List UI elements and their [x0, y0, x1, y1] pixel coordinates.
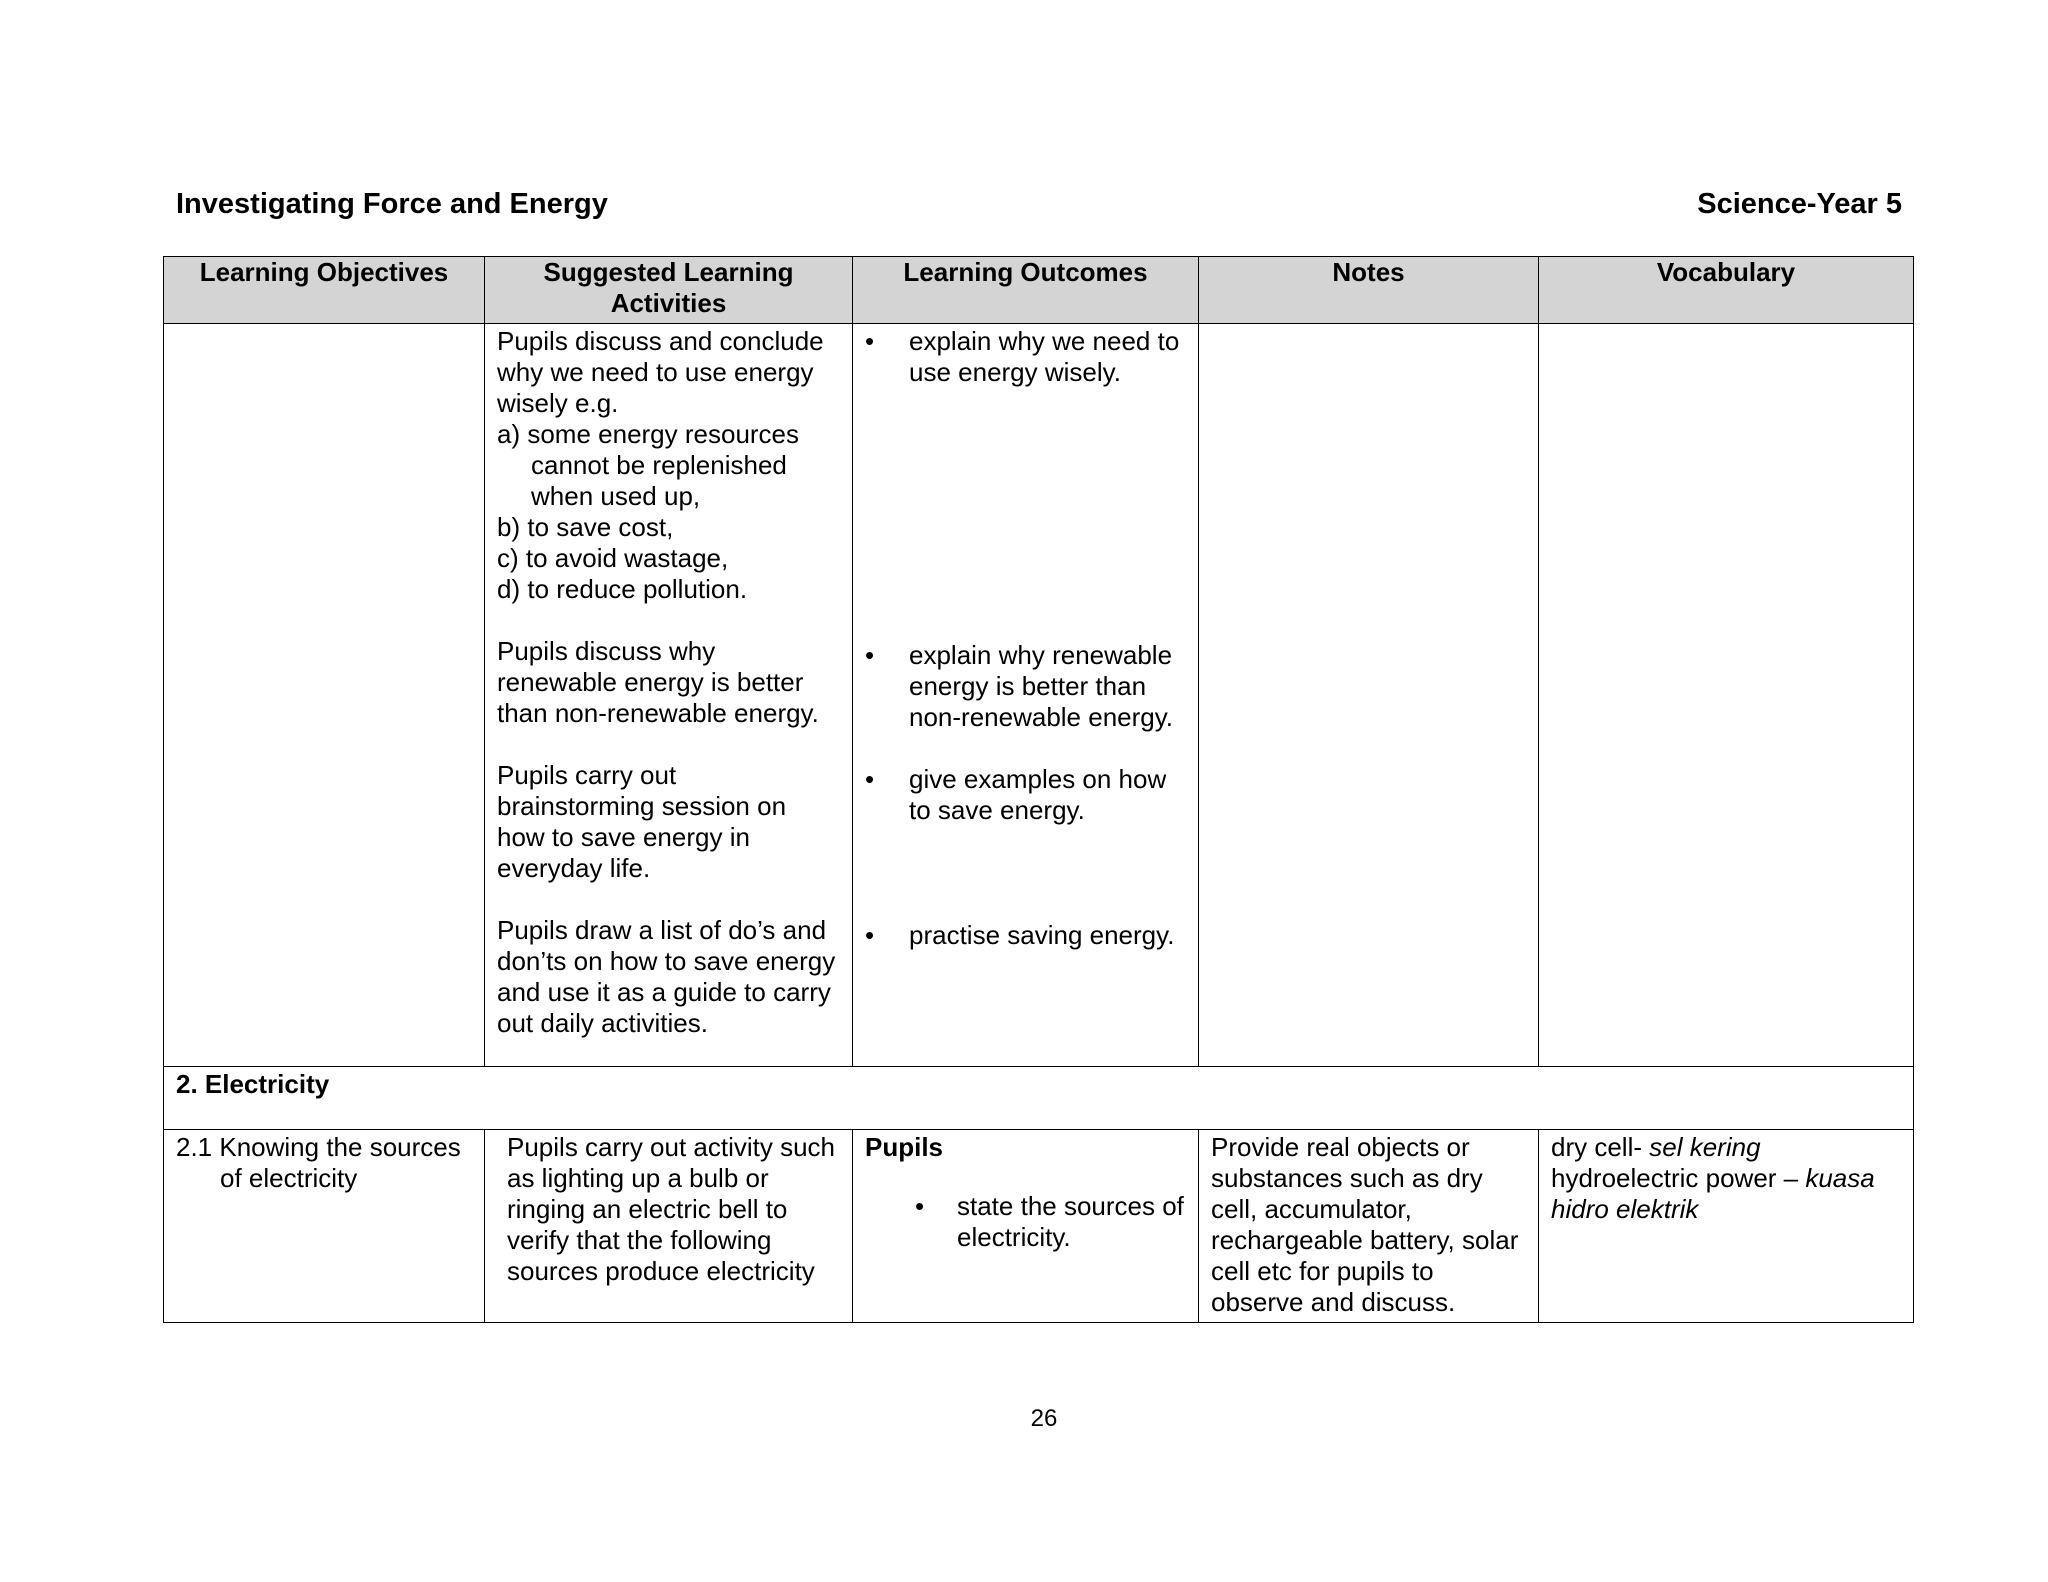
outcomes-cell — [853, 324, 1199, 1067]
outcomes-cell — [853, 1130, 1199, 1323]
column-header-notes: Notes — [1199, 257, 1539, 324]
vocab-translation: sel kering — [1649, 1132, 1761, 1162]
objectives-cell — [164, 1130, 485, 1323]
document-subject: Science-Year 5 — [1697, 188, 1902, 220]
activities-cell — [485, 324, 853, 1067]
list-item: • explain why renewable energy is better than non-renewable energy. — [865, 640, 1186, 733]
outcomes-heading: Pupils — [865, 1132, 944, 1162]
activity-text: Pupils draw a list of do’s and don’ts on how to save energy and use it as a guide to carry out daily activities. — [497, 915, 836, 1038]
list-item: a) some energy resources — [497, 419, 800, 449]
list-item: cannot be replenished when used up, — [531, 450, 787, 511]
vocabulary-cell — [1539, 1130, 1914, 1323]
activity-text: Pupils discuss why renewable energy is better than non-renewable energy. — [497, 636, 819, 728]
activity-text: Pupils discuss and conclude why we need to use energy wisely e.g. — [497, 326, 824, 418]
column-header-learning-objectives: Learning Objectives — [164, 257, 485, 324]
outcome-list — [865, 1191, 1186, 1253]
list-item: d) to reduce pollution. — [497, 574, 748, 604]
column-header-suggested-activities: Suggested Learning Activities — [485, 257, 853, 324]
notes-cell — [1199, 324, 1539, 1067]
syllabus-table — [163, 256, 1914, 1323]
activity-text: Pupils carry out activity such as lighting up a bulb or ringing an electric bell to verify that the following sources produce electricity — [507, 1132, 836, 1286]
vocabulary-cell — [1539, 324, 1914, 1067]
column-header-vocabulary: Vocabulary — [1539, 257, 1914, 324]
vocab-term: dry cell- — [1551, 1132, 1650, 1162]
list-item: b) to save cost, — [497, 512, 674, 542]
vocab-entry — [1551, 1132, 1901, 1163]
list-item: • give examples on how to save energy. — [865, 764, 1186, 826]
activity-text: Pupils carry out brainstorming session on how to save energy in everyday life. — [497, 760, 787, 883]
section-heading: 2. Electricity — [164, 1067, 1914, 1130]
vocab-term: hydroelectric power – — [1551, 1163, 1806, 1193]
list-item: • explain why we need to use energy wisely. — [865, 326, 1186, 388]
vocab-translation: kuasa hidro elektrik — [1551, 1163, 1875, 1224]
vocab-entry — [1551, 1163, 1901, 1225]
objective-text: 2.1 Knowing the sources of electricity — [176, 1132, 461, 1193]
outcome-list — [865, 764, 1186, 826]
section-row — [164, 1067, 1914, 1130]
outcome-list — [865, 326, 1186, 388]
list-item: c) to avoid wastage, — [497, 543, 729, 573]
objectives-cell — [164, 324, 485, 1067]
table-row — [164, 1130, 1914, 1323]
column-header-learning-outcomes: Learning Outcomes — [853, 257, 1199, 324]
list-item: • state the sources of electricity. — [865, 1191, 1186, 1253]
reason-list — [497, 419, 840, 605]
table-header-row — [164, 257, 1914, 324]
outcome-list — [865, 920, 1186, 951]
table-row — [164, 324, 1914, 1067]
activities-cell — [485, 1130, 853, 1323]
list-item: • practise saving energy. — [865, 920, 1186, 951]
page-number: 26 — [1030, 1405, 1058, 1432]
document-title: Investigating Force and Energy — [176, 188, 608, 220]
outcome-list — [865, 640, 1186, 733]
notes-cell — [1199, 1130, 1539, 1323]
document-header — [176, 188, 1902, 221]
notes-text: Provide real objects or substances such as dry cell, accumulator, rechargeable battery, solar cell etc for pupils to observe and discuss. — [1211, 1132, 1519, 1317]
